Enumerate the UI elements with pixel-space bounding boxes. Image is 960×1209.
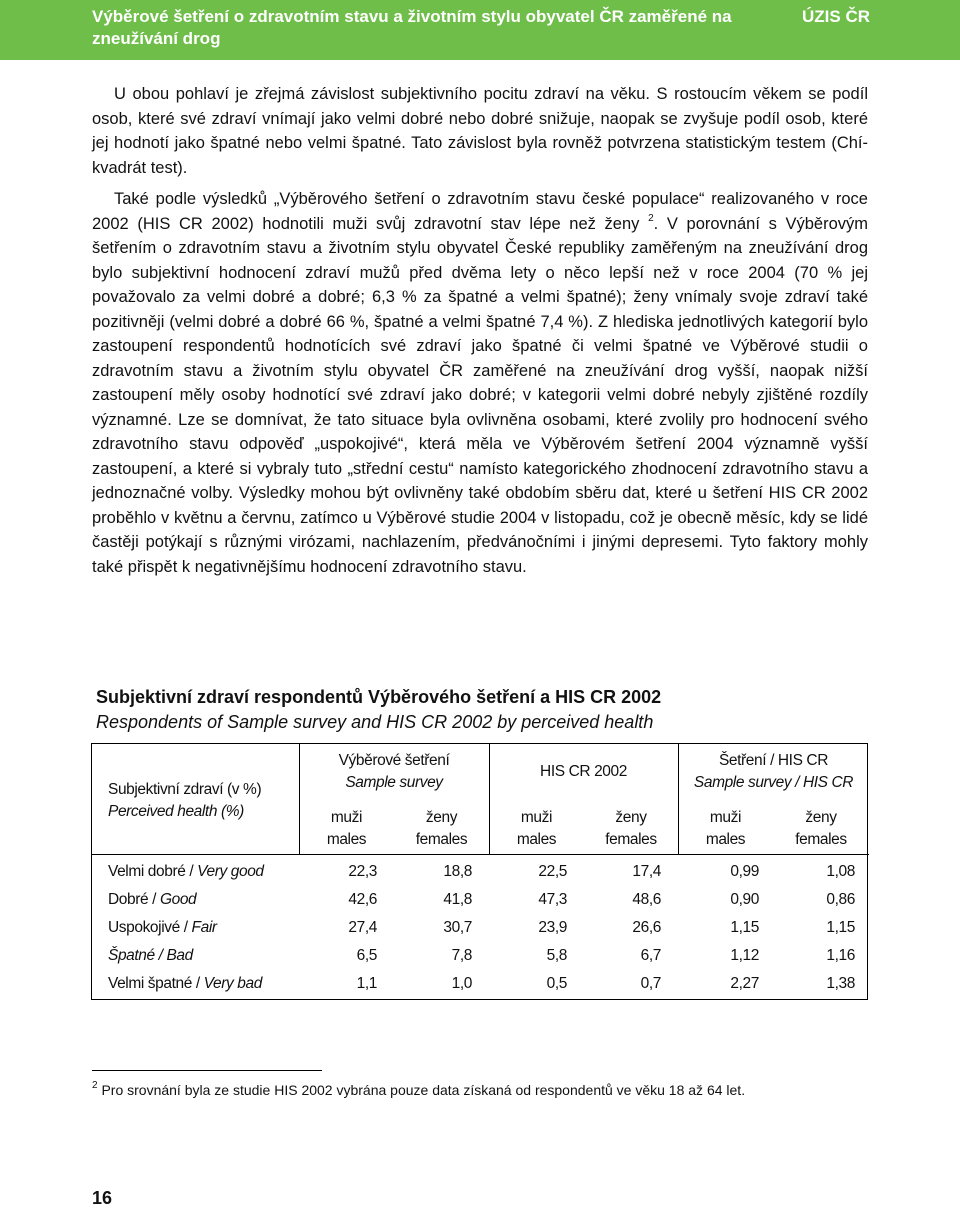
cell-ratio-females: 1,08	[826, 863, 855, 880]
row-label-en: Fair	[191, 919, 217, 936]
sub-males-en: males	[516, 831, 557, 848]
row-label-cz: Špatné /	[108, 947, 167, 964]
group-1-cz: Výběrové šetření	[338, 752, 450, 769]
cell-sample-females: 1,0	[451, 975, 472, 992]
sub-females-en: females	[605, 831, 657, 848]
group-1-en: Sample survey	[345, 774, 443, 791]
row-label	[108, 917, 217, 939]
header-band	[0, 0, 960, 60]
cell-ratio-males: 1,15	[730, 919, 759, 936]
cell-ratio-females: 0,86	[826, 891, 855, 908]
table-title: Subjektivní zdraví respondentů Výběrového šetření a HIS CR 2002	[96, 687, 662, 707]
cell-sample-males: 22,3	[348, 863, 377, 880]
row-label	[108, 973, 262, 995]
cell-his-males: 0,5	[546, 975, 567, 992]
paragraph-1: U obou pohlaví je zřejmá závislost subjektivního pocitu zdraví na věku. S rostoucím věkem se podíl osob, které své zdraví vnímají jako velmi dobré nebo dobré snižuje, naopak se zvyšuje podíl osob, které jej hodnotí jako špatné nebo velmi špatné. Tato závislost byla rovněž potvrzena statistickým testem (Chí-kvadrát test).	[92, 85, 868, 177]
sub-males-cz: muži	[330, 809, 363, 826]
cell-his-females: 48,6	[632, 891, 661, 908]
row-label-cz: Velmi špatné /	[108, 975, 204, 992]
cell-his-males: 5,8	[546, 947, 567, 964]
paragraph-2	[92, 187, 868, 579]
footnote-text: Pro srovnání byla ze studie HIS 2002 vybrána pouze data získaná od respondentů ve věku 18 až 64 let.	[101, 1082, 746, 1098]
cell-ratio-males: 0,90	[730, 891, 759, 908]
cell-his-females: 17,4	[632, 863, 661, 880]
row-label-en: Bad	[166, 947, 193, 964]
page-number: 16	[92, 1188, 113, 1208]
row-label	[108, 945, 193, 967]
cell-sample-males: 42,6	[348, 891, 377, 908]
sub-males-cz: muži	[709, 809, 742, 826]
row-label-en: Very bad	[203, 975, 262, 992]
sub-females-cz: ženy	[615, 809, 647, 826]
footnote-rule	[92, 1070, 322, 1071]
cell-sample-males: 1,1	[356, 975, 377, 992]
footnote-reference: 2	[648, 212, 654, 224]
cell-ratio-females: 1,38	[826, 975, 855, 992]
cell-sample-females: 18,8	[443, 863, 472, 880]
footnote	[92, 1080, 892, 1100]
cell-ratio-males: 0,99	[730, 863, 759, 880]
header-divider	[92, 854, 869, 855]
paragraph-2-part-2: . V porovnání s Výběrovým šetřením o zdravotním stavu a životním stylu obyvatel České republiky zaměřeným na zneužívání drog bylo subjektivní hodnocení zdraví mužů před dvěma lety o něco lepší než v roce 2004 (70 % jej považovalo za velmi dobré a dobré; 6,3 % za špatné a velmi špatné); ženy vnímaly svoje zdraví také pozitivněji (velmi dobré a dobré 66 %, špatné a velmi špatné 7,4 %). Z hlediska jednotlivých kategorií bylo zastoupení respondentů hodnotících své zdraví jako špatné či velmi špatné ve Výběrové studii o zdravotním stavu a životním stylu obyvatel ČR zaměřené na zneužívání drog vyšší, naopak nižší zastoupení měly osoby hodnotící své zdraví jako dobré; v kategorii velmi dobré nebyly zjištěné rozdíly významné. Lze se domnívat, že tato situace byla ovlivněna osobami, které zvolily pro hodnocení svého zdravotního stavu odpověď „uspokojivé“, která měla ve Výběrovém šetření 2004 významně vyšší zastoupení, a které si vybraly tuto „střední cestu“ namísto kategorického zhodnocení zdravotního stavu a jednoznačné volby. Výsledky mohou být ovlivněny také obdobím sběru dat, které u šetření HIS CR 2002 proběhlo v květnu a červnu, zatímco u Výběrové studie 2004 v listopadu, což je obecně měsíc, kdy se lidé častěji potýkají s různými virózami, nachlazením, předvánočními i jinými depresemi. Tyto faktory mohly také přispět k negativnějšímu hodnocení zdravotního stavu.	[92, 214, 869, 576]
row-label	[108, 889, 196, 911]
cell-his-males: 23,9	[538, 919, 567, 936]
cell-ratio-females: 1,15	[826, 919, 855, 936]
sub-males-cz: muži	[520, 809, 553, 826]
cell-sample-females: 30,7	[443, 919, 472, 936]
row-label-cz: Velmi dobré /	[108, 863, 198, 880]
sub-females-cz: ženy	[425, 809, 458, 826]
cell-his-females: 6,7	[640, 947, 661, 964]
row-label-en: Good	[159, 891, 197, 908]
sub-females-en: females	[415, 831, 468, 848]
cell-his-males: 22,5	[538, 863, 567, 880]
cell-his-females: 26,6	[632, 919, 661, 936]
group-3-cz: Šetření / HIS CR	[718, 752, 829, 769]
perceived-health-table	[91, 743, 868, 1000]
row-label-cz: Uspokojivé /	[108, 919, 192, 936]
header-title: Výběrové šetření o zdravotním stavu a životním stylu obyvatel ČR zaměřené na zneužívání drog	[92, 7, 732, 48]
row-label-en: Very good	[197, 863, 264, 880]
row-label-cz: Dobré /	[108, 891, 160, 908]
table-subtitle: Respondents of Sample survey and HIS CR 2002 by perceived health	[96, 712, 654, 732]
sub-males-en: males	[705, 831, 746, 848]
sub-males-en: males	[326, 831, 367, 848]
row-header-cz: Subjektivní zdraví (v %)	[108, 781, 262, 798]
cell-his-males: 47,3	[538, 891, 567, 908]
footnote-number: 2	[92, 1080, 98, 1091]
cell-sample-males: 6,5	[356, 947, 377, 964]
sub-females-en: females	[795, 831, 847, 848]
cell-ratio-females: 1,16	[826, 947, 855, 964]
row-header-en: Perceived health (%)	[108, 803, 244, 820]
group-2-cz: HIS CR 2002	[540, 763, 627, 780]
cell-ratio-males: 2,27	[730, 975, 759, 992]
cell-sample-females: 7,8	[451, 947, 472, 964]
cell-ratio-males: 1,12	[730, 947, 759, 964]
header-org: ÚZIS ČR	[802, 7, 870, 26]
cell-sample-males: 27,4	[348, 919, 377, 936]
cell-his-females: 0,7	[640, 975, 661, 992]
cell-sample-females: 41,8	[443, 891, 472, 908]
paragraph-2-part-1: Také podle výsledků „Výběrového šetření o zdravotním stavu české populace“ realizovaného v roce 2002 (HIS CR 2002) hodnotili muži svůj zdravotní stav lépe než ženy	[92, 190, 868, 233]
sub-females-cz: ženy	[805, 809, 837, 826]
row-label	[108, 861, 264, 883]
group-3-en: Sample survey / HIS CR	[693, 774, 854, 791]
